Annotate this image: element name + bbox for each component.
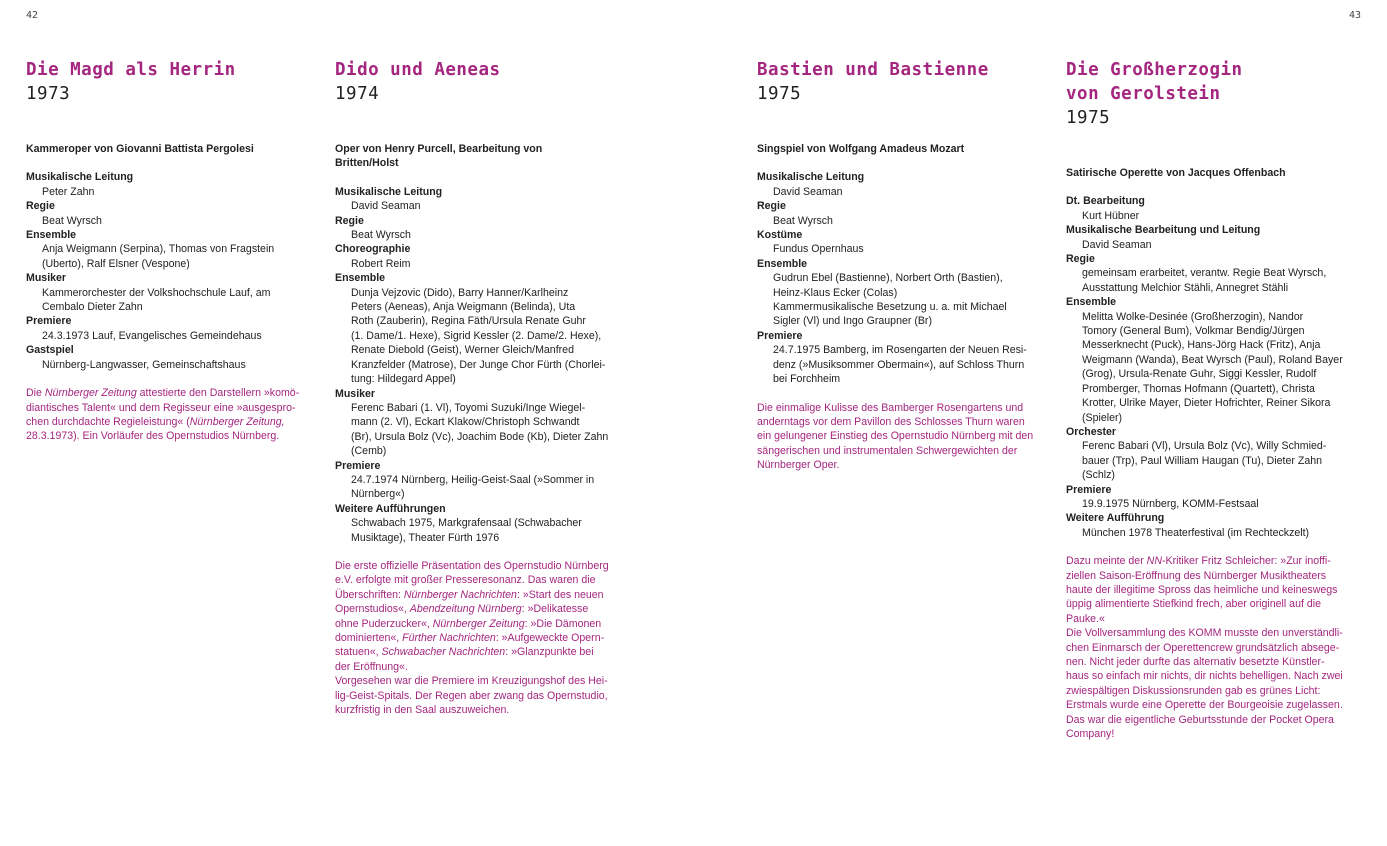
title-line: Bastien und Bastienne bbox=[757, 60, 989, 80]
credit-value-line: Beat Wyrsch bbox=[42, 214, 102, 227]
production-title bbox=[335, 58, 635, 82]
production-note bbox=[26, 386, 326, 444]
credit-value-line: Peter Zahn bbox=[42, 185, 95, 198]
credit-entry bbox=[757, 257, 1057, 329]
note-text: : »Glanzpunkte bei bbox=[505, 646, 594, 659]
note-text: Das war die eigentliche Geburtsstunde der Pocket Opera bbox=[1066, 713, 1334, 726]
credit-entry bbox=[757, 228, 1057, 257]
credit-label: Weitere Aufführung bbox=[1066, 512, 1165, 525]
credit-value-line: David Seaman bbox=[773, 185, 843, 198]
note-line bbox=[335, 602, 635, 616]
note-line bbox=[1066, 727, 1366, 741]
credit-entry bbox=[335, 214, 635, 243]
credit-entry bbox=[1066, 511, 1366, 540]
credit-value-line: Fundus Opernhaus bbox=[773, 243, 864, 256]
note-text: haus so einfach mir nichts, dir nichts behelligen. Nach zwei bbox=[1066, 670, 1343, 683]
credit-value-line: Kammerorchester der Volkshochschule Lauf, am bbox=[42, 286, 271, 299]
note-text: Dazu meinte der bbox=[1066, 555, 1147, 568]
credit-entry bbox=[1066, 194, 1366, 223]
credit-value-line: (Uberto), Ralf Elsner (Vespone) bbox=[42, 257, 190, 270]
credit-value-line: Musiktage), Theater Fürth 1976 bbox=[351, 531, 500, 544]
credit-value-line: 24.3.1973 Lauf, Evangelisches Gemeindehaus bbox=[42, 329, 262, 342]
credit-entry bbox=[335, 271, 635, 386]
note-text: : »Delikatesse bbox=[521, 603, 589, 616]
credit-label: Ensemble bbox=[757, 257, 808, 270]
credit-entry bbox=[26, 170, 326, 199]
credit-value-line: bauer (Trp), Paul William Haugan (Tu), Dieter Zahn bbox=[1082, 454, 1323, 467]
credits-list bbox=[1066, 194, 1366, 540]
credit-value-line: Gudrun Ebel (Bastienne), Norbert Orth (Bastien), bbox=[773, 272, 1003, 285]
note-line bbox=[1066, 583, 1366, 597]
production-year: 1975 bbox=[1066, 108, 1111, 128]
credit-value-line: Promberger, Thomas Hofmann (Quartett), Christa bbox=[1082, 382, 1315, 395]
subtitle-line: Singspiel von Wolfgang Amadeus Mozart bbox=[757, 143, 965, 155]
note-text: der Eröffnung«. bbox=[335, 660, 408, 673]
note-text: Erstmals wurde eine Operette der Bourgeoisie zugelassen. bbox=[1066, 699, 1343, 712]
note-line bbox=[26, 401, 326, 415]
credit-label: Ensemble bbox=[1066, 296, 1117, 309]
production-column bbox=[26, 58, 326, 444]
subtitle-line: Britten/Holst bbox=[335, 157, 399, 170]
title-line: Dido und Aeneas bbox=[335, 60, 501, 80]
note-italic-text: Nürnberger Zeitung, bbox=[189, 415, 285, 428]
credit-value-line: (Cemb) bbox=[351, 445, 387, 458]
subtitle-line: Satirische Operette von Jacques Offenbach bbox=[1066, 167, 1286, 179]
title-line: Die Großherzogin bbox=[1066, 60, 1243, 80]
credit-value-line: Kammermusikalische Besetzung u. a. mit Michael bbox=[773, 301, 1007, 314]
credit-label: Musikalische Leitung bbox=[26, 171, 134, 184]
note-line bbox=[335, 660, 635, 674]
note-italic-text: Nürnberger Zeitung bbox=[44, 387, 137, 400]
note-text: Company! bbox=[1066, 728, 1115, 741]
note-text: ein gelungener Einstieg des Opernstudio Nürnberg mit den bbox=[757, 430, 1034, 443]
credit-label: Gastspiel bbox=[26, 344, 74, 357]
note-line bbox=[1066, 597, 1366, 611]
credit-label: Premiere bbox=[26, 315, 72, 328]
production-year: 1974 bbox=[335, 84, 380, 104]
credit-value-line: (Schlz) bbox=[1082, 469, 1115, 482]
credit-entry bbox=[757, 329, 1057, 387]
note-text: Nürnberger Oper. bbox=[757, 459, 840, 472]
credit-value-line: 24.7.1974 Nürnberg, Heilig-Geist-Saal (»Sommer in bbox=[351, 473, 595, 486]
credit-value-line: Renate Diebold (Geist), Werner Gleich/Manfred bbox=[351, 344, 574, 357]
note-text: : »Aufgeweckte Opern- bbox=[495, 632, 605, 644]
production-subtitle bbox=[335, 142, 635, 171]
note-text: e.V. erfolgte mit großer Presseresonanz. Das waren die bbox=[335, 574, 596, 587]
credit-label: Ensemble bbox=[335, 272, 386, 285]
production-note bbox=[1066, 554, 1366, 741]
production-title bbox=[26, 58, 326, 82]
credit-label: Musikalische Bearbeitung und Leitung bbox=[1066, 224, 1261, 237]
credit-value-line: gemeinsam erarbeitet, verantw. Regie Beat Wyrsch, bbox=[1082, 267, 1327, 280]
note-line bbox=[1066, 655, 1366, 669]
credit-value-line: Ferenc Babari (1. Vl), Toyomi Suzuki/Inge Wiegel- bbox=[351, 401, 586, 414]
credit-label: Kostüme bbox=[757, 229, 803, 242]
title-line: Die Magd als Herrin bbox=[26, 60, 236, 80]
note-line bbox=[757, 401, 1057, 415]
credit-label: Premiere bbox=[757, 329, 803, 342]
production-subtitle bbox=[26, 142, 326, 156]
credit-value-line: Nürnberg«) bbox=[351, 488, 405, 501]
credit-label: Dt. Bearbeitung bbox=[1066, 195, 1145, 208]
credit-value-line: Weigmann (Wanda), Beat Wyrsch (Paul), Roland Bayer bbox=[1082, 353, 1343, 366]
note-text: ohne Puderzucker«, bbox=[335, 617, 433, 630]
credit-value-line: mann (2. Vl), Eckart Klakow/Christoph Schwandt bbox=[351, 416, 580, 429]
note-text: Die bbox=[26, 387, 45, 400]
note-text: nen. Nicht jeder durfte das alternativ besetzte Künstler- bbox=[1066, 656, 1325, 668]
note-line bbox=[335, 674, 635, 688]
credit-label: Choreographie bbox=[335, 243, 411, 256]
credit-value-line: Kurt Hübner bbox=[1082, 209, 1140, 222]
note-italic-text: Nürnberger Nachrichten bbox=[403, 588, 517, 601]
note-line bbox=[757, 429, 1057, 443]
note-line bbox=[1066, 641, 1366, 655]
credit-label: Premiere bbox=[335, 459, 381, 472]
credit-label: Regie bbox=[1066, 253, 1095, 266]
credit-entry bbox=[26, 199, 326, 228]
subtitle-line: Kammeroper von Giovanni Battista Pergolesi bbox=[26, 143, 254, 155]
credit-value-line: Cembalo Dieter Zahn bbox=[42, 301, 143, 314]
note-line bbox=[757, 415, 1057, 429]
credit-entry bbox=[757, 170, 1057, 199]
note-text: Die einmalige Kulisse des Bamberger Rosengartens und bbox=[757, 401, 1024, 414]
note-text: diantisches Talent« und dem Regisseur eine »ausgespro- bbox=[26, 401, 296, 414]
credit-value-line: Sigler (Vl) und Ingo Graupner (Br) bbox=[773, 315, 932, 328]
note-italic-text: Nürnberger Zeitung bbox=[432, 617, 525, 630]
production-year: 1975 bbox=[757, 84, 802, 104]
credit-value-line: Robert Reim bbox=[351, 257, 411, 270]
credit-value-line: München 1978 Theaterfestival (im Rechteckzelt) bbox=[1082, 526, 1310, 539]
credit-entry bbox=[1066, 295, 1366, 425]
credit-entry bbox=[335, 502, 635, 545]
note-text: zwiespältigen Diskussionsrunden gab es grünes Licht: bbox=[1066, 684, 1321, 697]
note-line bbox=[1066, 612, 1366, 626]
credit-entry bbox=[335, 242, 635, 271]
note-text: anderntags vor dem Pavillon des Schlosses Thurn waren bbox=[757, 415, 1025, 428]
note-text: Pauke.« bbox=[1066, 612, 1105, 625]
credits-list bbox=[757, 170, 1057, 386]
credit-value-line: (Br), Ursula Bolz (Vc), Joachim Bode (Kb), Dieter Zahn bbox=[351, 430, 609, 443]
production-subtitle bbox=[757, 142, 1057, 156]
note-text: : »Start des neuen bbox=[516, 588, 604, 601]
credit-entry bbox=[1066, 223, 1366, 252]
credit-entry bbox=[335, 459, 635, 502]
credit-value-line: (1. Dame/1. Hexe), Sigrid Kessler (2. Dame/2. Hexe), bbox=[351, 329, 602, 342]
credit-value-line: David Seaman bbox=[351, 200, 421, 213]
credit-label: Regie bbox=[26, 200, 55, 213]
credit-label: Musiker bbox=[335, 387, 376, 400]
credit-entry bbox=[26, 271, 326, 314]
production-column bbox=[757, 58, 1057, 473]
note-text: sängerischen und instrumentalen Schwergewichten der bbox=[757, 444, 1018, 457]
credit-label: Regie bbox=[335, 214, 364, 227]
note-line bbox=[757, 444, 1057, 458]
credit-value-line: tung: Hildegard Appel) bbox=[351, 373, 456, 386]
note-text: Opernstudios«, bbox=[335, 603, 410, 616]
note-line bbox=[1066, 554, 1366, 568]
note-line bbox=[335, 703, 635, 717]
note-text: ziellen Saison-Eröffnung des Nürnberger Musiktheaters bbox=[1066, 569, 1327, 582]
credit-value-line: Beat Wyrsch bbox=[773, 214, 833, 227]
production-note bbox=[335, 559, 635, 717]
credit-entry bbox=[1066, 483, 1366, 512]
credit-value-line: Ausstattung Melchior Stähli, Annegret Stähli bbox=[1082, 281, 1289, 294]
note-line bbox=[1066, 626, 1366, 640]
credits-list bbox=[335, 185, 635, 545]
note-text: haute der illegitime Spross das heimliche und keineswegs bbox=[1066, 583, 1338, 596]
production-column bbox=[1066, 58, 1366, 741]
note-text: 28.3.1973). Ein Vorläufer des Opernstudios Nürnberg. bbox=[26, 430, 280, 443]
page-number-right: 43 bbox=[1348, 10, 1361, 21]
production-subtitle bbox=[1066, 166, 1366, 180]
note-line bbox=[335, 573, 635, 587]
credit-label: Premiere bbox=[1066, 483, 1112, 496]
production-title bbox=[1066, 58, 1366, 106]
credit-value-line: Roth (Zauberin), Regina Fäth/Ursula Renate Guhr bbox=[351, 315, 586, 328]
credit-value-line: Nürnberg-Langwasser, Gemeinschaftshaus bbox=[42, 358, 246, 371]
note-text: chen durchdachte Regieleistung« ( bbox=[26, 415, 190, 428]
note-text: statuen«, bbox=[335, 646, 382, 659]
credit-entry bbox=[335, 387, 635, 459]
note-text: Überschriften: bbox=[335, 588, 404, 601]
credit-entry bbox=[757, 199, 1057, 228]
note-line bbox=[1066, 669, 1366, 683]
credit-value-line: Krotter, Ulrike Mayer, Dieter Hofrichter, Reiner Sikora bbox=[1082, 397, 1331, 410]
credit-value-line: 24.7.1975 Bamberg, im Rosengarten der Neuen Resi- bbox=[773, 344, 1027, 357]
credit-value-line: 19.9.1975 Nürnberg, KOMM-Festsaal bbox=[1082, 497, 1259, 510]
note-text: Vorgesehen war die Premiere im Kreuzigungshof des Hei- bbox=[335, 675, 608, 688]
note-line bbox=[1066, 713, 1366, 727]
subtitle-line: Oper von Henry Purcell, Bearbeitung von bbox=[335, 143, 543, 155]
note-line bbox=[335, 559, 635, 573]
note-line bbox=[335, 588, 635, 602]
note-text: dominierten«, bbox=[335, 632, 403, 644]
credit-entry bbox=[1066, 425, 1366, 483]
note-line bbox=[26, 386, 326, 400]
note-text: attestierte den Darstellern »komö- bbox=[136, 387, 300, 400]
credit-value-line: Melitta Wolke-Desinée (Großherzogin), Nandor bbox=[1082, 310, 1304, 323]
note-text: Die erste offizielle Präsentation des Opernstudio Nürnberg bbox=[335, 559, 609, 572]
note-text: üppig alimentierte Stiefkind frech, aber originell auf die bbox=[1066, 598, 1321, 611]
note-text: lig-Geist-Spitals. Der Regen aber zwang das Opernstudio, bbox=[335, 689, 608, 702]
note-line bbox=[1066, 569, 1366, 583]
credit-entry bbox=[26, 343, 326, 372]
credit-label: Regie bbox=[757, 200, 786, 213]
credit-value-line: Heinz-Klaus Ecker (Colas) bbox=[773, 286, 898, 299]
note-line bbox=[1066, 698, 1366, 712]
note-italic-text: Schwabacher Nachrichten bbox=[381, 646, 506, 659]
note-line bbox=[26, 415, 326, 429]
note-line bbox=[335, 617, 635, 631]
note-text: kurzfristig in den Saal auszuweichen. bbox=[335, 704, 510, 717]
credit-label: Musikalische Leitung bbox=[335, 185, 443, 198]
page-number-left: 42 bbox=[26, 10, 39, 21]
credits-list bbox=[26, 170, 326, 372]
credit-label: Orchester bbox=[1066, 425, 1117, 438]
note-line bbox=[757, 458, 1057, 472]
note-text: chen Einmarsch der Operettencrew grundsätzlich absege- bbox=[1066, 641, 1340, 654]
credit-value-line: Ferenc Babari (Vl), Ursula Bolz (Vc), Willy Schmied- bbox=[1082, 440, 1327, 453]
credit-value-line: Kranzfelder (Matrose), Der Junge Chor Fürth (Chorlei- bbox=[351, 358, 606, 371]
production-column bbox=[335, 58, 635, 717]
note-line bbox=[335, 689, 635, 703]
credit-entry bbox=[335, 185, 635, 214]
production-year: 1973 bbox=[26, 84, 71, 104]
credit-value-line: denz (»Musiksommer Obermain«), auf Schloss Thurn bbox=[773, 358, 1025, 371]
credit-value-line: Messerknecht (Puck), Hans-Jörg Hack (Fritz), Anja bbox=[1082, 339, 1321, 352]
credit-label: Weitere Aufführungen bbox=[335, 502, 446, 515]
credit-value-line: David Seaman bbox=[1082, 238, 1152, 251]
credit-label: Musiker bbox=[26, 272, 67, 285]
note-text: -Kritiker Fritz Schleicher: »Zur inoffi- bbox=[1161, 555, 1331, 568]
production-note bbox=[757, 401, 1057, 473]
note-text: Die Vollversammlung des KOMM musste den unverständli- bbox=[1066, 627, 1343, 640]
note-text: : »Die Dämonen bbox=[524, 617, 602, 630]
credit-value-line: Beat Wyrsch bbox=[351, 229, 411, 242]
note-line bbox=[335, 645, 635, 659]
credit-value-line: Schwabach 1975, Markgrafensaal (Schwabacher bbox=[351, 517, 582, 530]
credit-entry bbox=[26, 314, 326, 343]
production-title bbox=[757, 58, 1057, 82]
credit-value-line: bei Forchheim bbox=[773, 373, 841, 386]
credit-label: Musikalische Leitung bbox=[757, 171, 865, 184]
credit-value-line: Peters (Aeneas), Anja Weigmann (Belinda), Uta bbox=[351, 301, 576, 314]
note-line bbox=[1066, 684, 1366, 698]
note-italic-text: Abendzeitung Nürnberg bbox=[409, 603, 522, 616]
title-line: von Gerolstein bbox=[1066, 84, 1221, 104]
credit-entry bbox=[26, 228, 326, 271]
credit-value-line: (Spieler) bbox=[1082, 411, 1123, 424]
note-line bbox=[335, 631, 635, 645]
credit-value-line: (Grog), Ursula-Renate Guhr, Siggi Kessler, Rudolf bbox=[1082, 368, 1317, 381]
credit-label: Ensemble bbox=[26, 229, 77, 242]
credit-value-line: Dunja Vejzovic (Dido), Barry Hanner/Karlheinz bbox=[351, 286, 569, 299]
note-italic-text: NN bbox=[1146, 555, 1162, 568]
credit-entry bbox=[1066, 252, 1366, 295]
credit-value-line: Tomory (General Bum), Volkmar Bendig/Jürgen bbox=[1082, 325, 1305, 338]
note-italic-text: Fürther Nachrichten bbox=[402, 632, 496, 644]
note-line bbox=[26, 429, 326, 443]
credit-value-line: Anja Weigmann (Serpina), Thomas von Fragstein bbox=[42, 243, 275, 256]
